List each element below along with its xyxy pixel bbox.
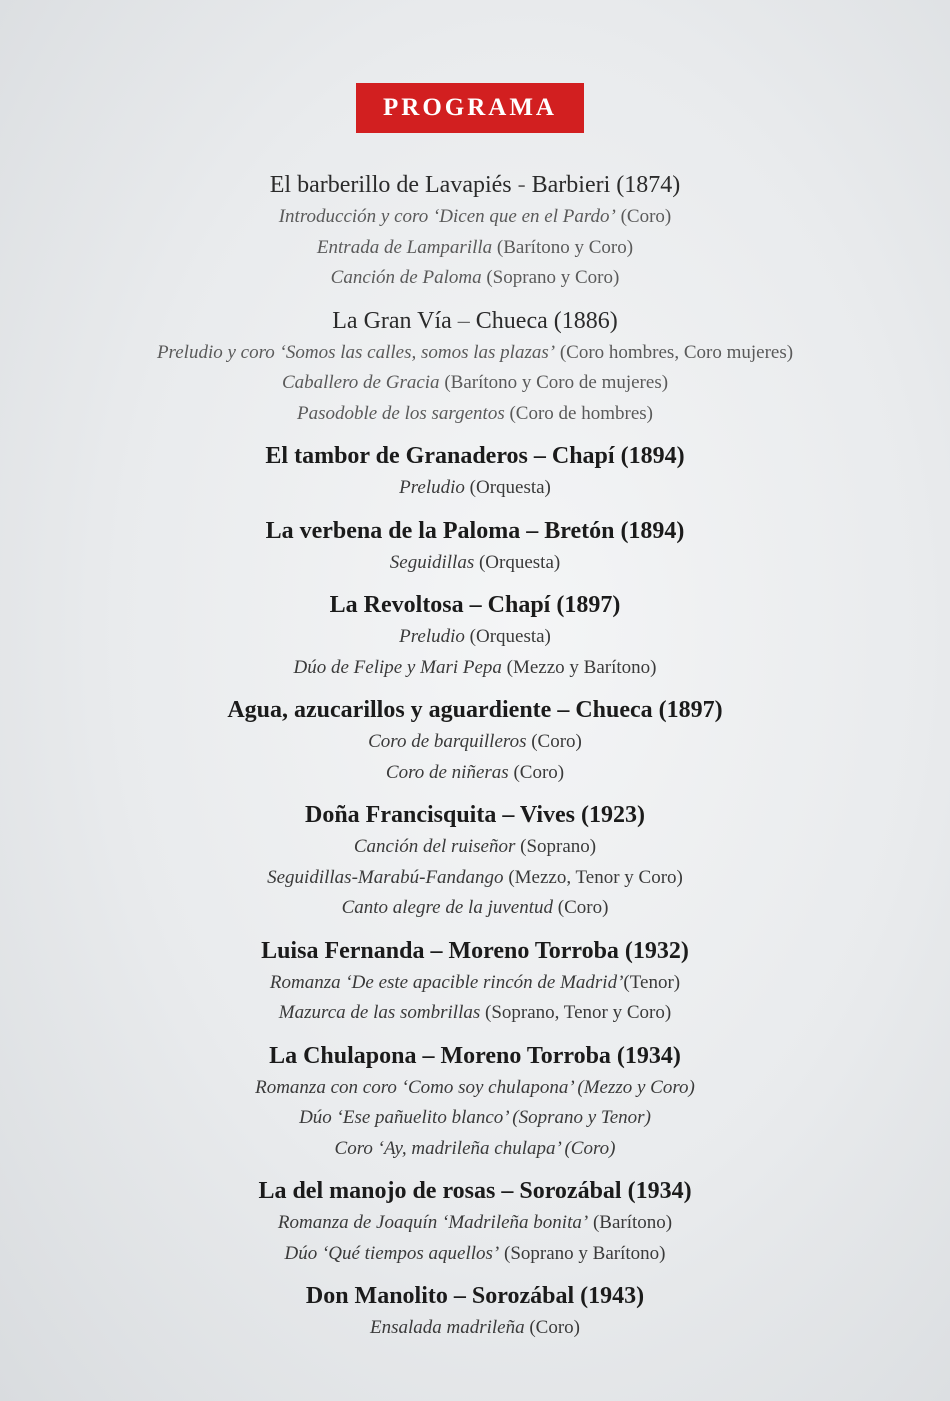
work-separator: –	[551, 697, 576, 723]
work-separator: –	[496, 802, 520, 828]
piece-voices: (Coro de hombres)	[504, 402, 654, 424]
work-title-line	[0, 798, 950, 832]
work-separator: –	[451, 307, 476, 334]
work-composer: Vives (1923)	[519, 802, 646, 828]
piece-name: Coro de niñeras	[385, 761, 509, 783]
piece-voices: (Coro hombres, Coro mujeres)	[555, 341, 794, 363]
piece-item	[0, 399, 950, 430]
work-separator: -	[511, 172, 532, 198]
piece-name: Dúo ‘Ese pañuelito blanco’ (Soprano y Tenor)	[299, 1107, 651, 1128]
work-title: La Chulapona	[269, 1042, 417, 1069]
piece-voices: (Soprano)	[515, 836, 597, 857]
piece-voices: (Orquesta)	[474, 551, 561, 573]
work-composer: Sorozábal (1943)	[471, 1283, 645, 1309]
piece-name: Canción del ruiseñor	[353, 836, 516, 857]
work-title: El tambor de Granaderos	[265, 443, 528, 469]
work-separator: –	[416, 1042, 441, 1069]
piece-voices: (Coro)	[615, 206, 672, 227]
work-composer: Sorozábal (1934)	[519, 1178, 692, 1204]
work-title-line	[0, 514, 950, 548]
piece-item	[0, 1208, 950, 1239]
piece-item	[0, 1313, 950, 1344]
work-item	[0, 693, 950, 788]
piece-item	[0, 1103, 950, 1134]
piece-voices: (Barítono y Coro)	[492, 236, 634, 258]
piece-name: Preludio	[399, 626, 465, 647]
piece-name: Coro ‘Ay, madrileña chulapa’ (Coro)	[334, 1137, 616, 1159]
work-title: Luisa Fernanda	[261, 937, 425, 964]
piece-name: Dúo de Felipe y Mari Pepa	[293, 656, 502, 678]
piece-name: Ensalada madrileña	[369, 1317, 525, 1338]
piece-name: Canto alegre de la juventud	[341, 897, 553, 918]
piece-voices: (Mezzo, Tenor y Coro)	[503, 866, 683, 888]
piece-voices: (Barítono)	[588, 1212, 673, 1233]
work-title-line	[0, 304, 950, 338]
work-title: Agua, azucarillos y aguardiente	[227, 697, 552, 723]
piece-item	[0, 548, 950, 579]
piece-name: Seguidillas-Marabú-Fandango	[267, 866, 504, 888]
piece-name: Seguidillas	[389, 551, 475, 573]
piece-voices: (Orquesta)	[464, 477, 551, 498]
work-composer: Moreno Torroba (1934)	[440, 1042, 681, 1069]
work-separator: –	[495, 1178, 520, 1204]
work-composer: Chueca (1886)	[475, 307, 618, 334]
piece-voices: (Coro)	[553, 897, 609, 918]
work-item	[0, 588, 950, 683]
piece-item	[0, 893, 950, 924]
piece-voices: (Mezzo y Barítono)	[501, 656, 657, 678]
piece-name: Pasodoble de los sargentos	[296, 402, 505, 424]
work-composer: Chueca (1897)	[575, 697, 723, 723]
work-composer: Chapí (1894)	[551, 443, 685, 469]
piece-name: Romanza de Joaquín ‘Madrileña bonita’	[277, 1212, 589, 1233]
piece-item	[0, 1073, 950, 1104]
piece-name: Preludio	[399, 477, 465, 498]
piece-item	[0, 202, 950, 233]
work-item	[0, 934, 950, 1029]
work-title: La verbena de la Paloma	[265, 517, 521, 544]
piece-item	[0, 832, 950, 863]
piece-voices: (Soprano y Coro)	[481, 267, 620, 288]
piece-name: Preludio y coro ‘Somos las calles, somos las plazas’	[156, 341, 556, 363]
work-item	[0, 798, 950, 924]
work-composer: Moreno Torroba (1932)	[448, 937, 689, 964]
piece-item	[0, 727, 950, 758]
piece-name: Introducción y coro ‘Dicen que en el Pardo’	[278, 206, 616, 227]
work-title-line	[0, 588, 950, 622]
piece-voices: (Orquesta)	[464, 626, 551, 647]
work-title: El barberillo de Lavapiés	[269, 172, 512, 198]
piece-item	[0, 368, 950, 399]
piece-item	[0, 968, 950, 999]
piece-voices: (Coro)	[526, 731, 582, 752]
work-separator: –	[424, 937, 449, 964]
work-title-line	[0, 439, 950, 473]
work-composer: Chapí (1897)	[487, 592, 621, 618]
work-item	[0, 439, 950, 504]
piece-name: Entrada de Lamparilla	[316, 236, 493, 258]
piece-item	[0, 653, 950, 684]
work-title-line	[0, 1279, 950, 1313]
program-header-label: PROGRAMA	[383, 94, 557, 121]
work-item	[0, 514, 950, 579]
work-title: La Revoltosa	[329, 592, 464, 618]
piece-name: Mazurca de las sombrillas	[278, 1002, 481, 1023]
work-title: Doña Francisquita	[304, 802, 497, 828]
program-list	[0, 168, 950, 1354]
piece-voices: (Soprano y Barítono)	[499, 1242, 666, 1264]
work-item	[0, 1279, 950, 1344]
piece-item	[0, 1134, 950, 1165]
work-item	[0, 304, 950, 430]
work-title: Don Manolito	[305, 1283, 448, 1309]
piece-item	[0, 622, 950, 653]
work-title-line	[0, 168, 950, 202]
work-separator: –	[527, 443, 552, 469]
piece-voices: (Coro)	[508, 761, 565, 783]
work-title-line	[0, 934, 950, 968]
work-item	[0, 1174, 950, 1269]
piece-item	[0, 863, 950, 894]
piece-item	[0, 998, 950, 1029]
piece-item	[0, 233, 950, 264]
piece-name: Caballero de Gracia	[281, 372, 440, 393]
work-title: La Gran Vía	[332, 307, 452, 334]
piece-name: Dúo ‘Qué tiempos aquellos’	[284, 1242, 500, 1264]
work-title-line	[0, 693, 950, 727]
piece-voices: (Soprano, Tenor y Coro)	[480, 1002, 672, 1023]
work-title-line	[0, 1039, 950, 1073]
work-separator: –	[447, 1283, 472, 1309]
piece-voices: (Barítono y Coro de mujeres)	[439, 372, 669, 393]
work-title-line	[0, 1174, 950, 1208]
piece-name: Romanza con coro ‘Como soy chulapona’ (Mezzo y Coro)	[255, 1076, 695, 1098]
piece-name: Coro de barquilleros	[368, 731, 527, 752]
work-composer: Bretón (1894)	[544, 517, 685, 544]
piece-name: Canción de Paloma	[330, 267, 482, 288]
piece-voices: (Tenor)	[623, 971, 681, 993]
work-item	[0, 168, 950, 294]
piece-item	[0, 263, 950, 294]
work-composer: Barbieri (1874)	[531, 172, 681, 198]
program-header	[356, 83, 584, 133]
work-item	[0, 1039, 950, 1165]
piece-voices: (Coro)	[524, 1317, 581, 1338]
piece-name: Romanza ‘De este apacible rincón de Madrid’	[269, 971, 624, 993]
work-separator: –	[463, 592, 488, 618]
work-title: La del manojo de rosas	[258, 1178, 496, 1204]
piece-item	[0, 473, 950, 504]
piece-item	[0, 1239, 950, 1270]
piece-item	[0, 338, 950, 369]
piece-item	[0, 758, 950, 789]
work-separator: –	[520, 517, 545, 544]
